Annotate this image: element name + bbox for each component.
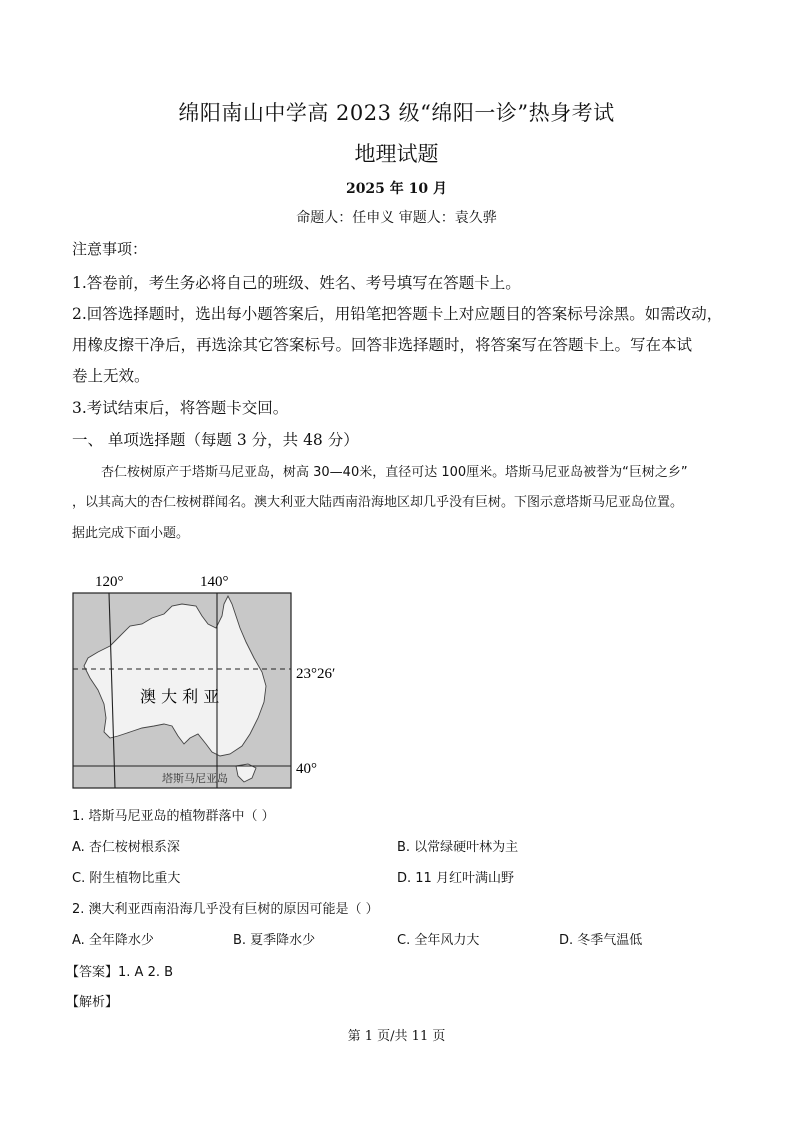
- tasmania-label: 塔斯马尼亚岛: [162, 772, 228, 785]
- note-item-2-line-3: 卷上无效。: [72, 367, 150, 385]
- answer-value: 1. A 2. B: [118, 965, 174, 980]
- answer-row: [66, 961, 173, 980]
- latitude-40-label: 40°: [296, 761, 317, 777]
- passage-line-3: 据此完成下面小题。: [72, 526, 190, 541]
- page-number: 第 1 页/共 11 页: [347, 1029, 446, 1044]
- australia-label: 澳 大 利 亚: [140, 687, 220, 706]
- authors: 命题人：任申义 审题人：袁久骅: [296, 210, 497, 226]
- longitude-140-label: 140°: [200, 574, 229, 590]
- notes-heading: 注意事项：: [72, 240, 148, 258]
- question-1-option-c: C. 附生植物比重大: [72, 871, 181, 886]
- tropic-label: 23°26′: [296, 666, 336, 682]
- note-item-2-line-2: 用橡皮擦干净后，再选涂其它答案标号。回答非选择题时，将答案写在答题卡上。写在本试: [72, 336, 693, 354]
- question-2-option-c: C. 全年风力大: [397, 933, 480, 948]
- answer-label: 【答案】: [66, 965, 119, 980]
- note-item-2-line-1: 2.回答选择题时，选出每小题答案后，用铅笔把答题卡上对应题目的答案标号涂黑。如需改动，: [72, 305, 723, 323]
- section-heading: 一、 单项选择题（每题 3 分，共 48 分）: [72, 431, 359, 449]
- question-1-option-d: D. 11 月红叶满山野: [397, 871, 514, 886]
- question-2-stem: 2. 澳大利亚西南沿海几乎没有巨树的原因可能是（ ）: [72, 902, 379, 917]
- note-item-3: 3.考试结束后，将答题卡交回。: [72, 399, 289, 417]
- question-1-option-b: B. 以常绿硬叶林为主: [397, 840, 519, 855]
- question-1-stem: 1. 塔斯马尼亚岛的植物群落中（ ）: [72, 809, 275, 824]
- passage-line-2: ，以其高大的杏仁桉树群闻名。澳大利亚大陆西南沿海地区却几乎没有巨树。下图示意塔斯马尼亚岛位置。: [72, 495, 684, 510]
- question-2-option-a: A. 全年降水少: [72, 933, 154, 948]
- question-1-option-a: A. 杏仁桉树根系深: [72, 840, 180, 855]
- analysis-label: 【解析】: [66, 995, 119, 1010]
- subject-title: 地理试题: [354, 142, 439, 166]
- australia-location-map: [60, 566, 340, 796]
- passage-line-1: 杏仁桉树原产于塔斯马尼亚岛，树高 30—40米，直径可达 100厘米。塔斯马尼亚岛被誉为“巨树之乡”: [101, 465, 688, 480]
- question-2-option-d: D. 冬季气温低: [559, 933, 643, 948]
- note-item-1: 1.答卷前，考生务必将自己的班级、姓名、考号填写在答题卡上。: [72, 274, 521, 292]
- exam-title: 绵阳南山中学高 2023 级“绵阳一诊”热身考试: [178, 101, 615, 125]
- exam-date: 2025 年 10 月: [345, 181, 448, 197]
- longitude-120-label: 120°: [95, 574, 124, 590]
- question-2-option-b: B. 夏季降水少: [233, 933, 316, 948]
